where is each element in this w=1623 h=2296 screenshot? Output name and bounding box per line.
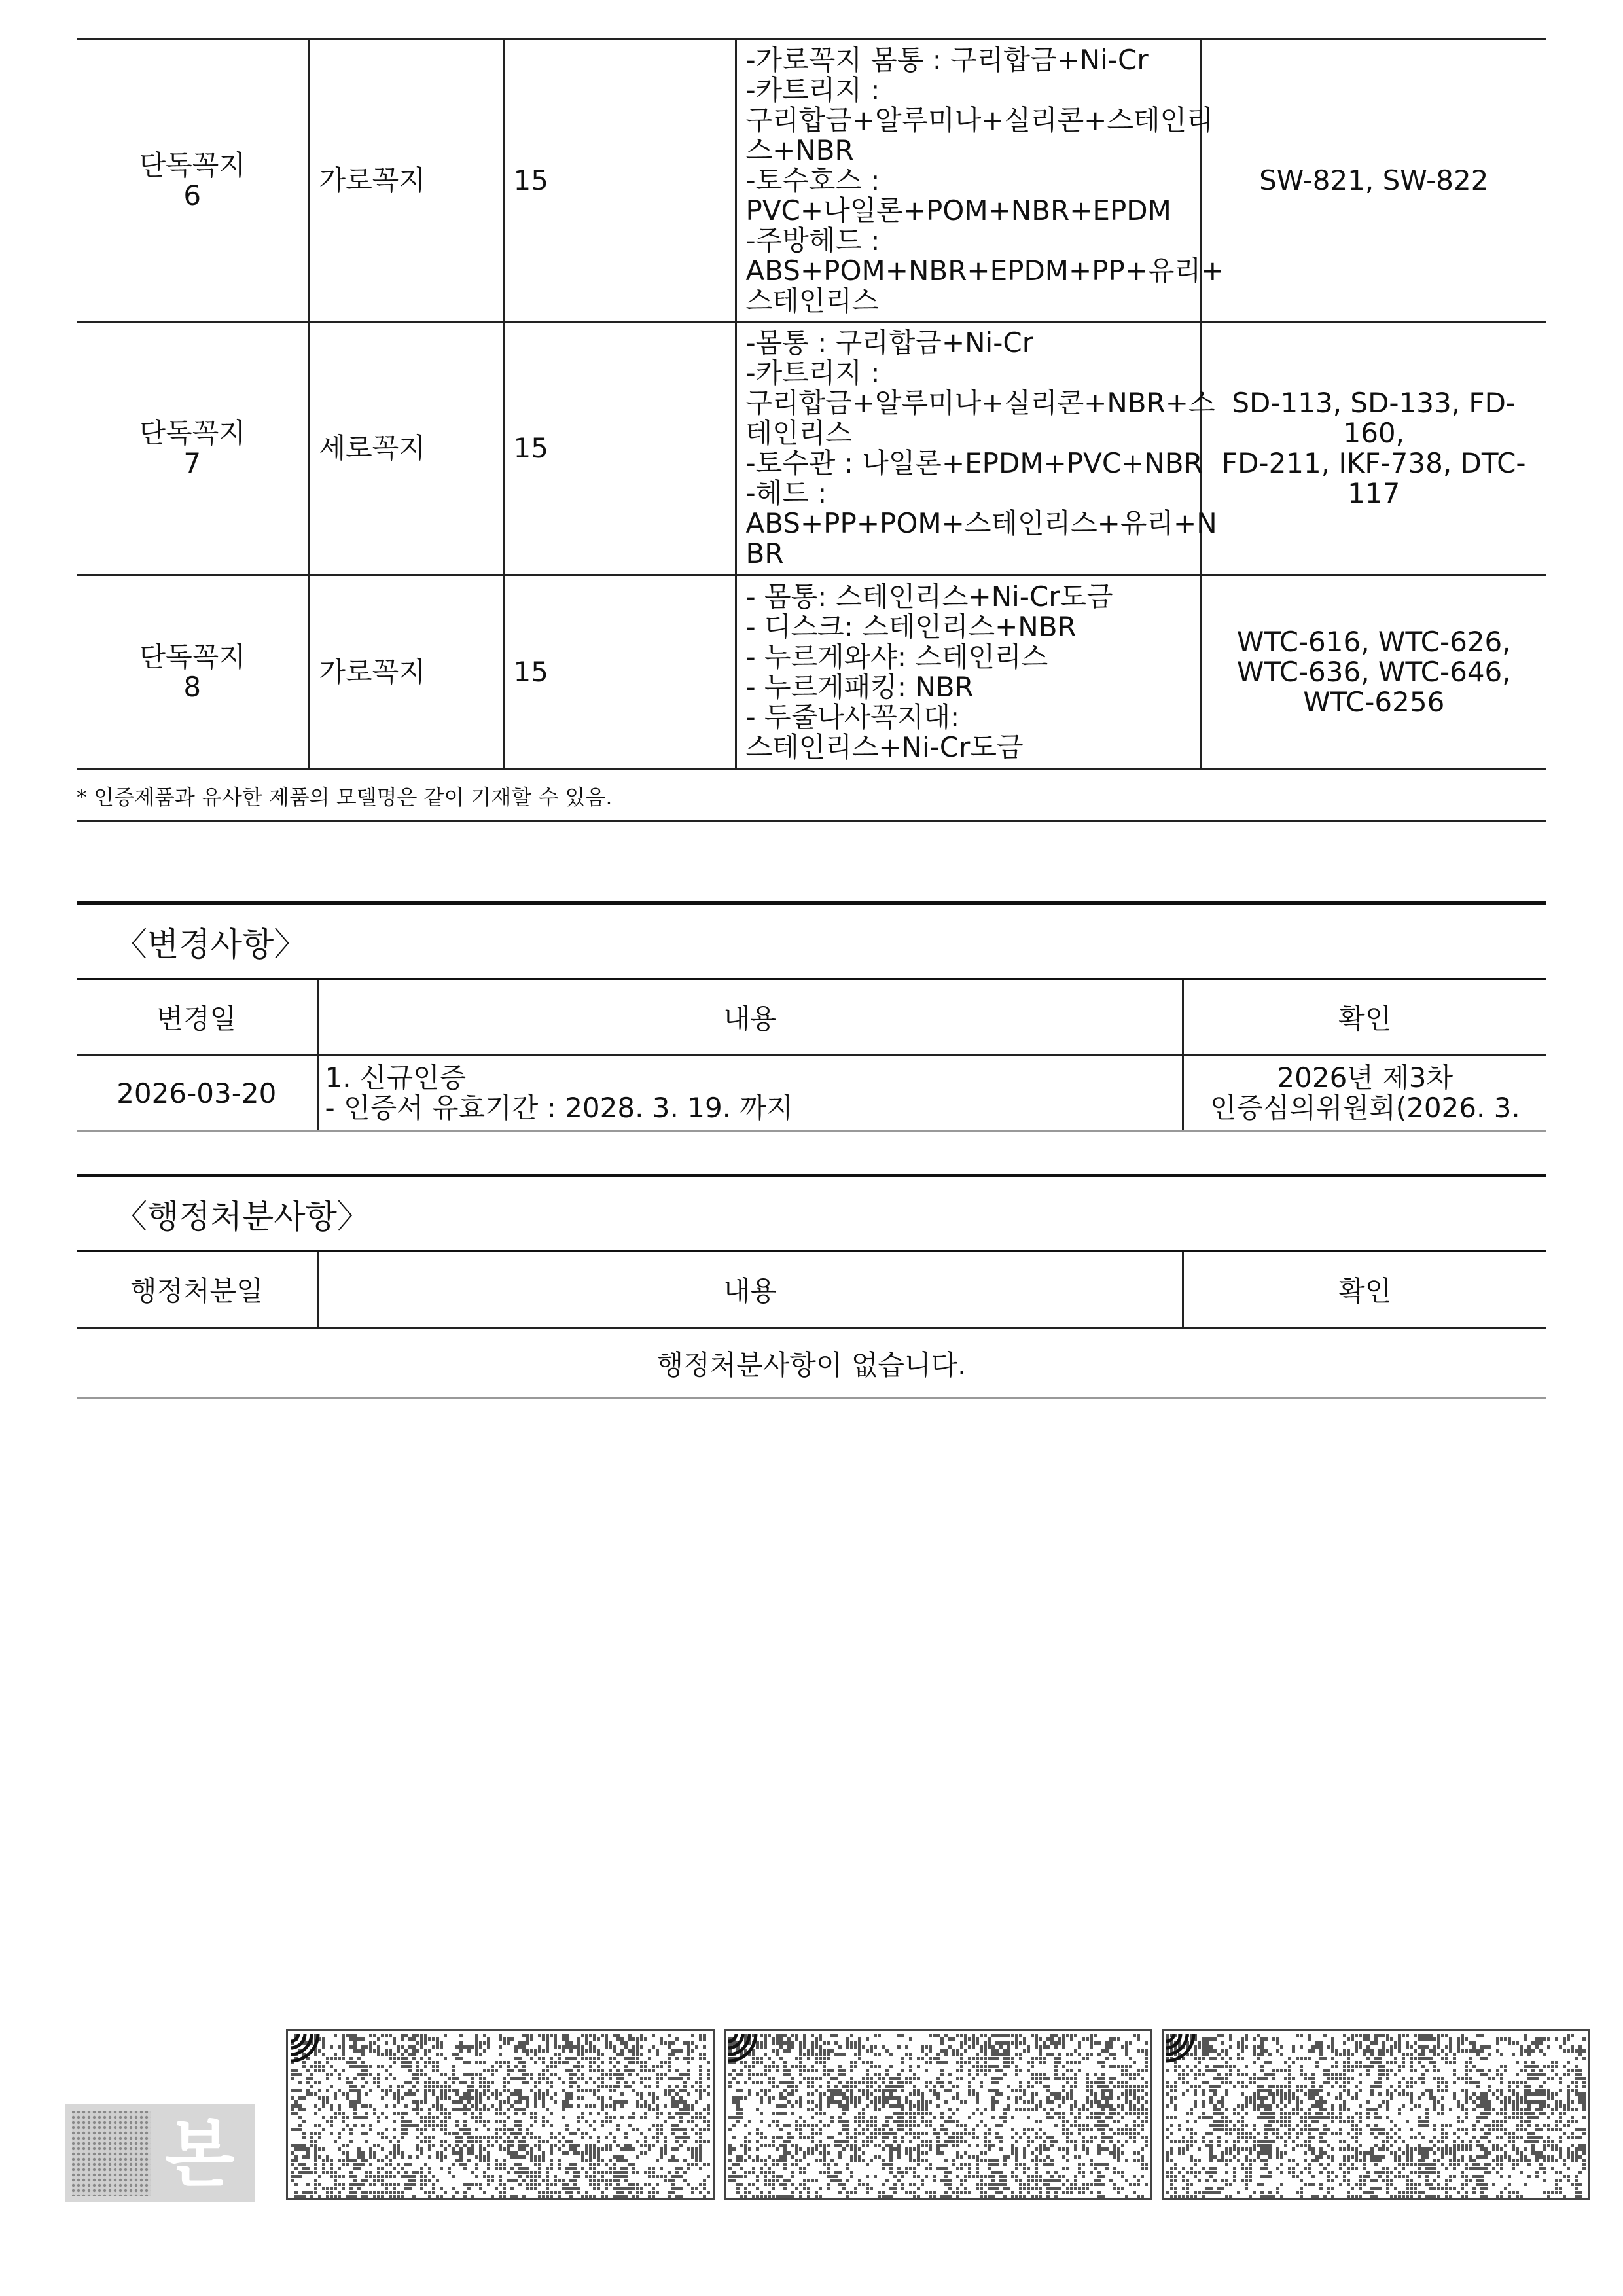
changes-header-row — [77, 980, 1546, 1056]
product-table — [77, 38, 1546, 770]
material-line: -토수관 : 나일론+EPDM+PVC+NBR — [745, 447, 1203, 479]
material-line: -카트리지 : — [745, 357, 880, 389]
material-line: -가로꼭지 몸통 : 구리합금+Ni-Cr — [745, 43, 1149, 76]
material-line: -헤드 : — [745, 477, 827, 509]
noise-pattern — [291, 2034, 710, 2198]
admin-header-confirm: 확인 — [1183, 1252, 1546, 1328]
security-pattern-3 — [1162, 2029, 1590, 2200]
security-pattern-2 — [724, 2029, 1152, 2200]
material-line: -몸통 : 구리합금+Ni-Cr — [745, 327, 1033, 359]
admin-empty-message: 행정처분사항이 없습니다. — [77, 1328, 1546, 1399]
material-line: 테인리스 — [745, 417, 852, 449]
material-line: - 누르게와샤: 스테인리스 — [745, 641, 1048, 673]
noise-pattern — [1166, 2034, 1586, 2198]
note: * 인증제품과 유사한 제품의 모델명은 같이 기재할 수 있음. — [77, 771, 1546, 822]
material-line: 구리합금+알루미나+실리콘+NBR+스 — [745, 387, 1215, 419]
admin-header-content: 내용 — [317, 1252, 1183, 1328]
material-line: - 디스크: 스테인리스+NBR — [745, 611, 1077, 643]
material-line: -주방헤드 : — [745, 224, 880, 257]
product-size: 15 — [503, 39, 736, 322]
material-line: 스+NBR — [745, 134, 854, 166]
table-row — [77, 1056, 1546, 1131]
admin-empty-row — [77, 1328, 1546, 1399]
admin-table — [77, 1252, 1546, 1399]
product-size: 15 — [503, 322, 736, 575]
stamp-char: 본 — [164, 2113, 235, 2197]
material-line: - 몸통: 스테인리스+Ni-Cr도금 — [745, 581, 1113, 613]
product-type: 가로꼭지 — [309, 575, 503, 770]
material-line: 스테인리스 — [745, 284, 879, 317]
material-line: PVC+나일론+POM+NBR+EPDM — [745, 194, 1171, 226]
product-size: 15 — [503, 575, 736, 770]
change-content: 1. 신규인증 - 인증서 유효기간 : 2028. 3. 19. 까지 — [317, 1056, 1183, 1131]
product-materials — [736, 39, 1224, 322]
material-line: - 누르게패킹: NBR — [745, 671, 974, 703]
material-line: -토수호스 : — [745, 164, 880, 196]
bon-stamp-logo — [65, 2104, 255, 2202]
product-models: SD-113, SD-133, FD-160, FD-211, IKF-738, DTC-117 — [1200, 322, 1546, 575]
material-line: ABS+PP+POM+스테인리스+유리+N — [745, 507, 1217, 539]
table-row — [77, 575, 1546, 770]
changes-table — [77, 980, 1546, 1132]
product-name: 단독꼭지 7 — [77, 322, 309, 575]
material-line: ABS+POM+NBR+EPDM+PP+유리+ — [745, 254, 1224, 287]
admin-title: 〈행정처분사항〉 — [77, 1174, 1546, 1252]
product-type: 가로꼭지 — [309, 39, 503, 322]
changes-header-date: 변경일 — [77, 980, 317, 1056]
product-name: 단독꼭지 8 — [77, 575, 309, 770]
product-materials — [736, 322, 1217, 575]
admin-header-date: 행정처분일 — [77, 1252, 317, 1328]
product-type: 세로꼭지 — [309, 322, 503, 575]
table-row — [77, 39, 1546, 322]
change-confirm: 2026년 제3차 인증심의위원회(2026. 3. — [1183, 1056, 1546, 1131]
product-materials — [736, 575, 1200, 770]
product-name: 단독꼭지 6 — [77, 39, 309, 322]
material-line: 스테인리스+Ni-Cr도금 — [745, 731, 1024, 763]
security-pattern-1 — [286, 2029, 715, 2200]
material-line: BR — [745, 537, 784, 569]
table-row — [77, 322, 1546, 575]
product-models: SW-821, SW-822 — [1200, 39, 1546, 322]
change-date: 2026-03-20 — [77, 1056, 317, 1131]
changes-header-confirm: 확인 — [1183, 980, 1546, 1056]
material-line: - 두줄나사꼭지대: — [745, 701, 960, 733]
admin-header-row — [77, 1252, 1546, 1328]
material-line: -카트리지 : — [745, 73, 880, 106]
changes-header-content: 내용 — [317, 980, 1183, 1056]
changes-title: 〈변경사항〉 — [77, 901, 1546, 980]
noise-pattern — [728, 2034, 1148, 2198]
material-line: 구리합금+알루미나+실리콘+스테인리 — [745, 103, 1213, 136]
product-models: WTC-616, WTC-626, WTC-636, WTC-646, WTC-6256 — [1200, 575, 1546, 770]
